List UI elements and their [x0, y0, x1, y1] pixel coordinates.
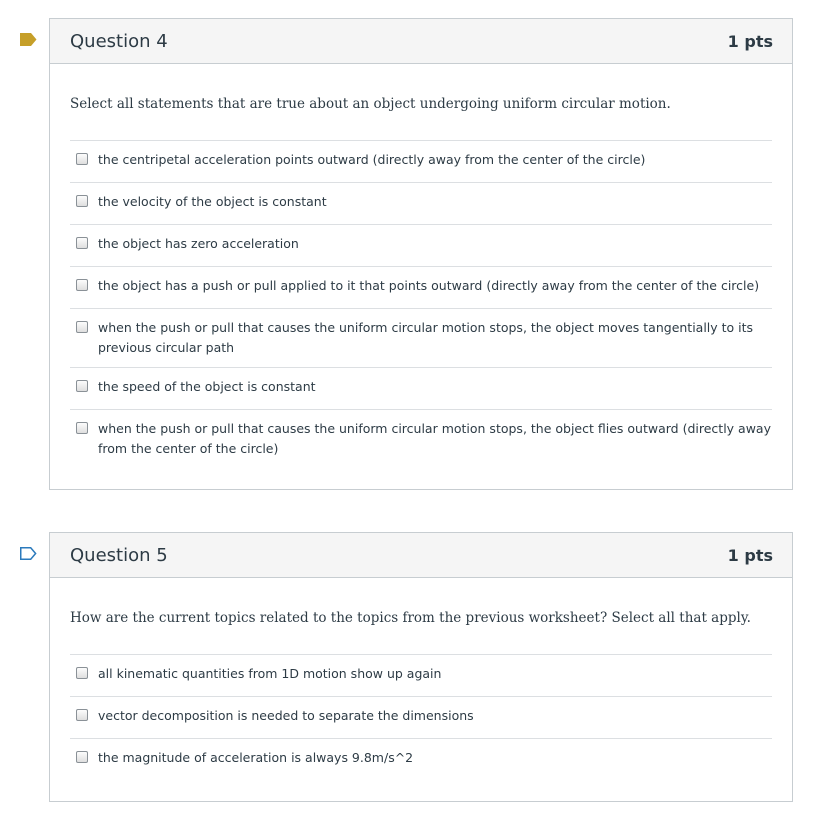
- answer-option[interactable]: [70, 368, 772, 410]
- answer-label[interactable]: the speed of the object is constant: [98, 379, 316, 394]
- question-title: Question 4: [70, 30, 168, 52]
- answer-checkbox[interactable]: [76, 279, 88, 291]
- question-prompt: Select all statements that are true about an object undergoing uniform circular motion.: [70, 96, 671, 112]
- answer-checkbox[interactable]: [76, 195, 88, 207]
- answer-option[interactable]: [70, 410, 772, 469]
- answer-checkbox[interactable]: [76, 237, 88, 249]
- question-5: [49, 532, 793, 802]
- answer-option[interactable]: [70, 225, 772, 267]
- answer-option[interactable]: [70, 697, 772, 739]
- answer-checkbox[interactable]: [76, 751, 88, 763]
- answer-option[interactable]: [70, 267, 772, 309]
- answer-label[interactable]: when the push or pull that causes the uniform circular motion stops, the object flies outward (directly away from the center of the circle): [98, 421, 771, 456]
- flag-outline-icon[interactable]: [20, 547, 37, 560]
- flag-filled-icon[interactable]: [20, 33, 37, 46]
- answer-checkbox[interactable]: [76, 667, 88, 679]
- answer-label[interactable]: the velocity of the object is constant: [98, 194, 327, 209]
- answer-option[interactable]: [70, 141, 772, 183]
- question-header: [50, 533, 792, 578]
- answer-label[interactable]: the magnitude of acceleration is always 9.8m/s^2: [98, 750, 414, 765]
- answer-list: [70, 140, 772, 469]
- answer-list: [70, 654, 772, 781]
- answer-label[interactable]: when the push or pull that causes the uniform circular motion stops, the object moves tangentially to its previous circular path: [98, 320, 754, 355]
- question-title: Question 5: [70, 544, 168, 566]
- answer-option[interactable]: [70, 183, 772, 225]
- answer-option[interactable]: [70, 739, 772, 781]
- answer-label[interactable]: all kinematic quantities from 1D motion show up again: [98, 666, 442, 681]
- answer-label[interactable]: the object has zero acceleration: [98, 236, 299, 251]
- answer-checkbox[interactable]: [76, 321, 88, 333]
- answer-checkbox[interactable]: [76, 422, 88, 434]
- answer-label[interactable]: the object has a push or pull applied to it that points outward (directly away from the center of the circle): [98, 278, 760, 293]
- question-header: [50, 19, 792, 64]
- answer-option[interactable]: [70, 309, 772, 368]
- answer-checkbox[interactable]: [76, 709, 88, 721]
- answer-option[interactable]: [70, 655, 772, 697]
- question-prompt: How are the current topics related to the topics from the previous worksheet? Select all that apply.: [70, 610, 751, 626]
- question-4: [49, 18, 793, 490]
- answer-checkbox[interactable]: [76, 380, 88, 392]
- answer-label[interactable]: vector decomposition is needed to separate the dimensions: [98, 708, 474, 723]
- answer-label[interactable]: the centripetal acceleration points outward (directly away from the center of the circle): [98, 152, 646, 167]
- question-points: 1 pts: [727, 31, 773, 51]
- question-points: 1 pts: [727, 545, 773, 565]
- answer-checkbox[interactable]: [76, 153, 88, 165]
